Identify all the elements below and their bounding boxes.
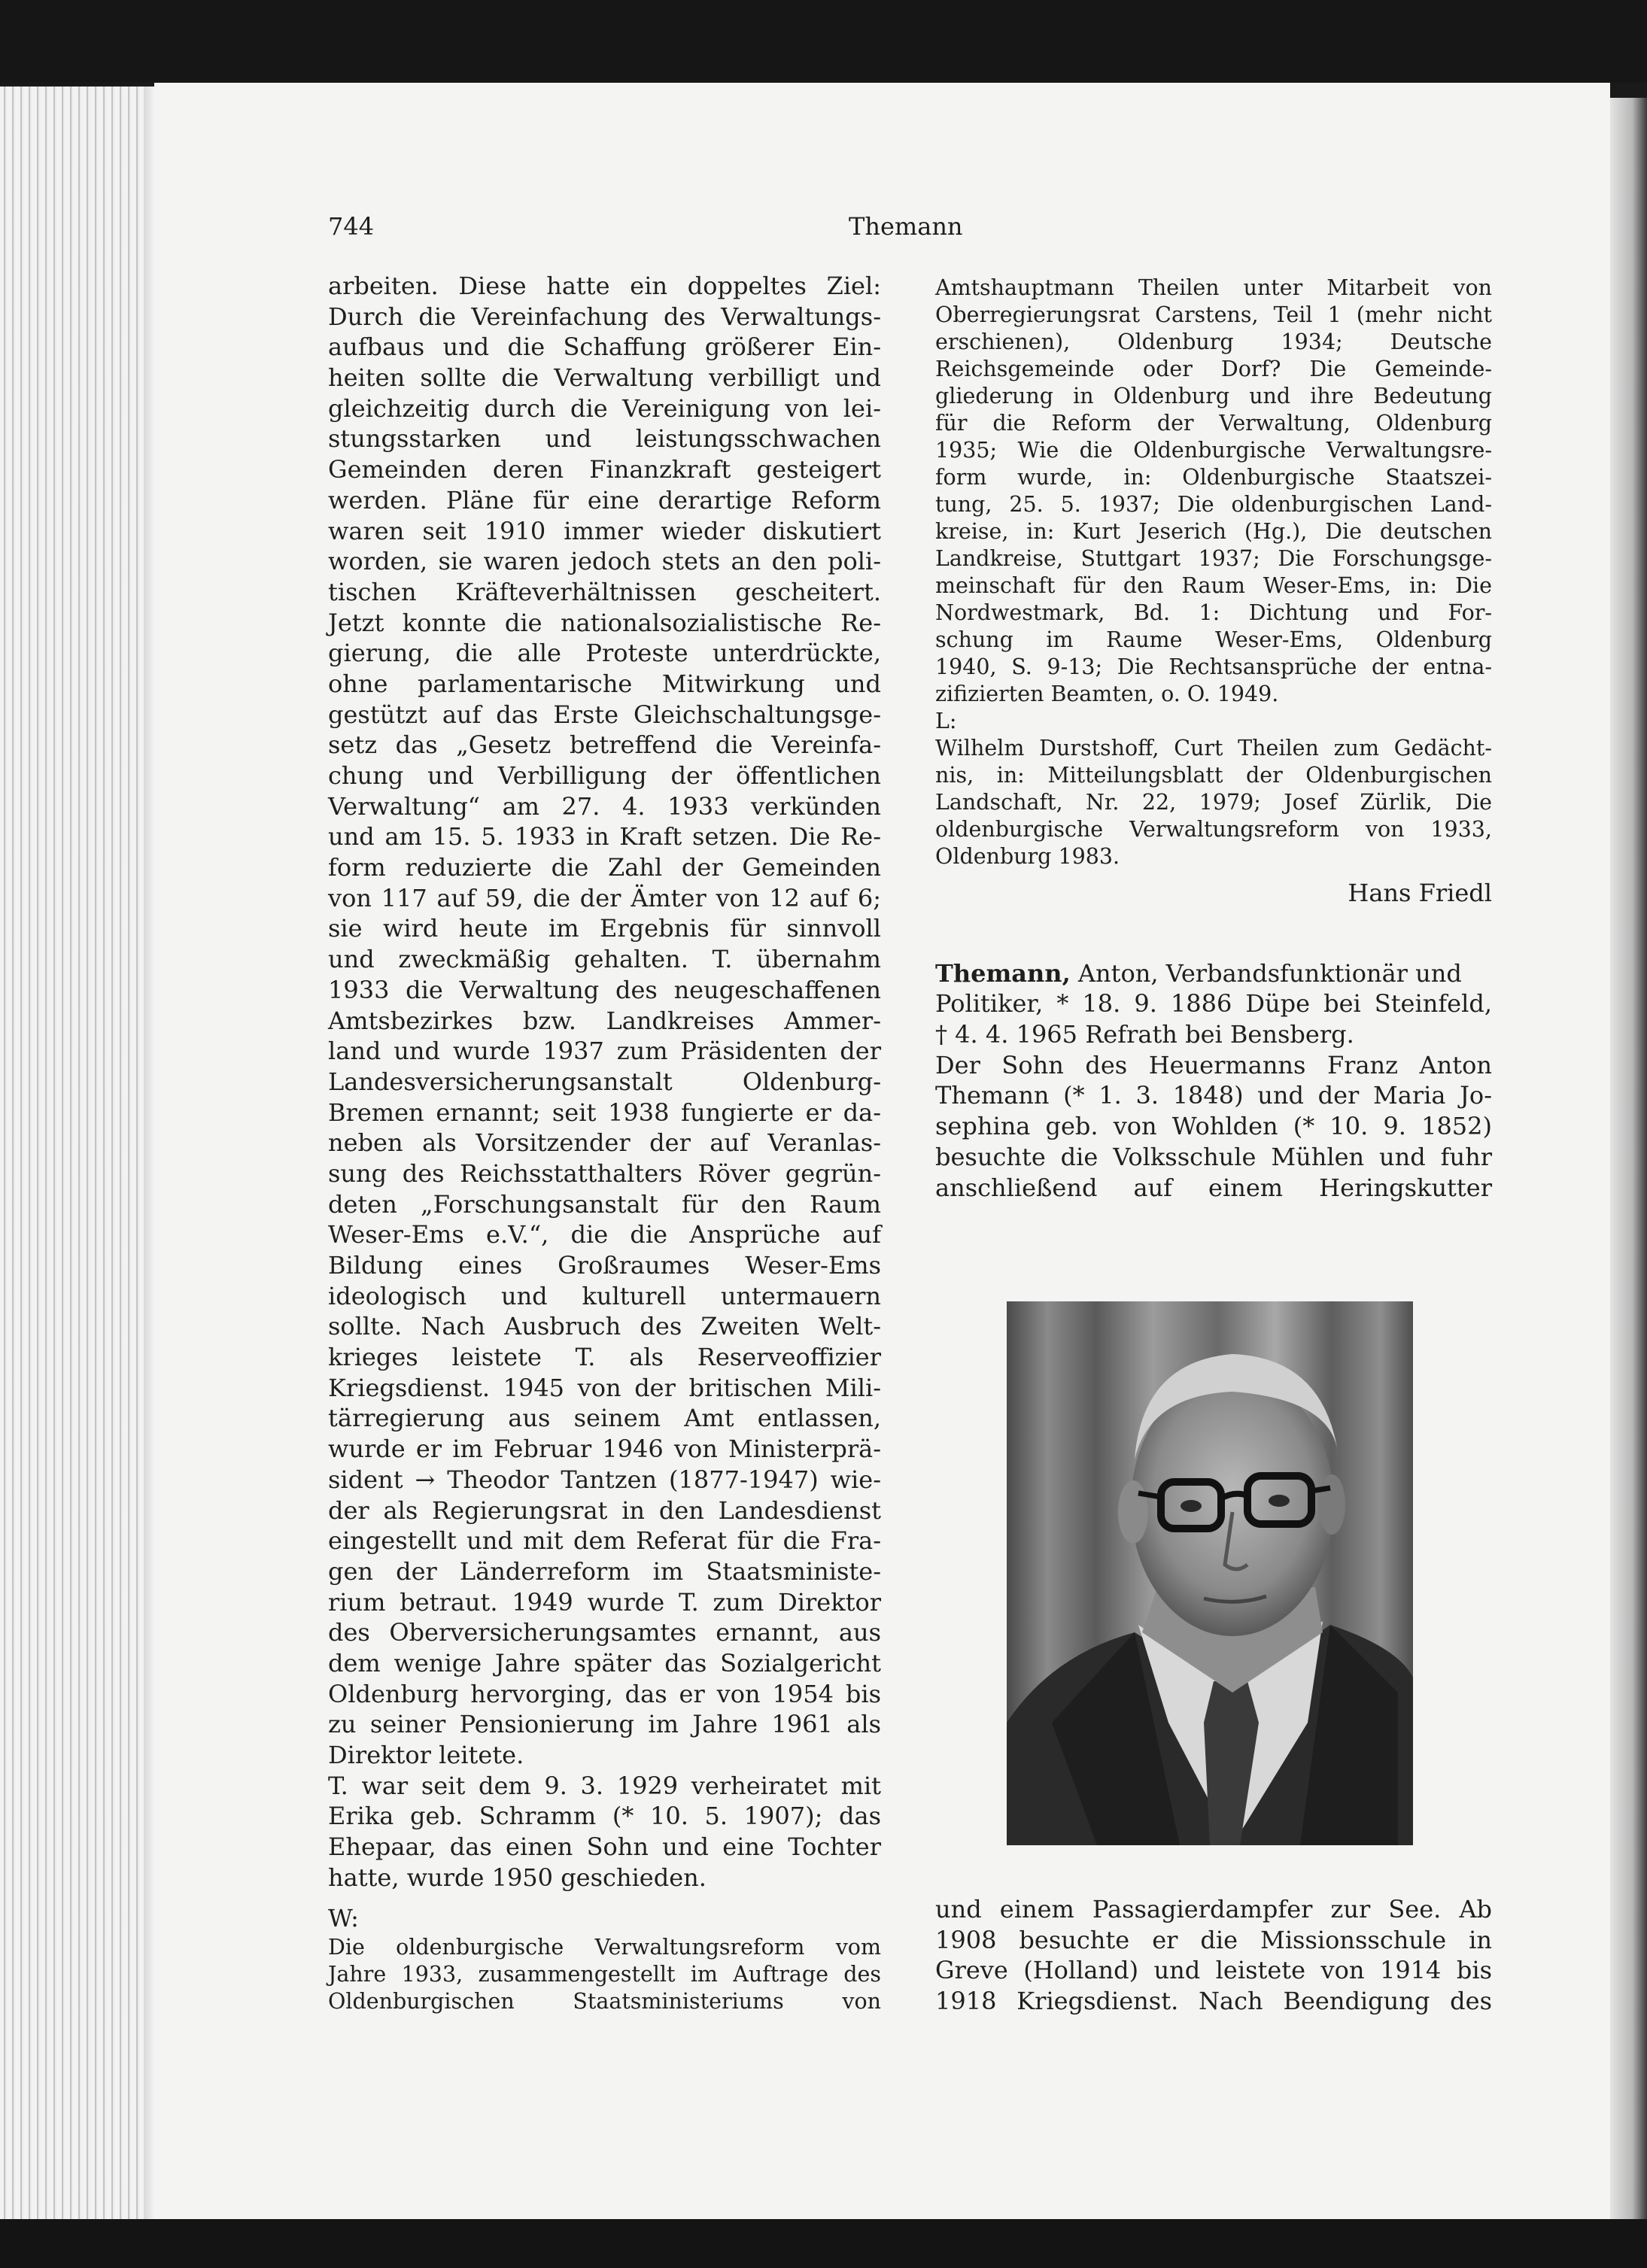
text-line: Politiker, * 18. 9. 1886 Düpe bei Steinfeld, [935, 989, 1492, 1019]
entry-first-line [935, 958, 1492, 989]
text-line: Direktor leitete. [328, 1741, 524, 1769]
text-line: chung und Verbilligung der öffentlichen [328, 761, 881, 790]
text-line: tärregierung aus seinem Amt entlassen, [328, 1404, 881, 1433]
entry-headword: Themann, [935, 958, 1071, 988]
themann-entry [935, 958, 1492, 1204]
text-line: Reichsgemeinde oder Dorf? Die Gemeinde- [935, 357, 1492, 381]
text-line: dem wenige Jahre später das Sozialgericht [328, 1648, 881, 1677]
text-line: Bildung eines Großraumes Weser-Ems [328, 1251, 881, 1280]
text-line: sung des Reichsstatthalters Röver gegrün- [328, 1158, 881, 1188]
left-body-text [328, 271, 881, 1893]
left-column [328, 271, 881, 2015]
text-line: oldenburgische Verwaltungsreform von 1933, [935, 817, 1492, 842]
text-line: Bremen ernannt; seit 1938 fungierte er da- [328, 1098, 881, 1127]
entry-first-line-text: Anton, Verbandsfunktionär und [1070, 958, 1462, 988]
text-line: tung, 25. 5. 1937; Die oldenburgischen Land- [935, 492, 1492, 517]
text-line: Jetzt konnte die nationalsozialistische Re- [328, 608, 881, 637]
text-line: Oldenburg 1983. [935, 844, 1120, 869]
text-line: gleichzeitig durch die Vereinigung von lei- [328, 393, 881, 423]
text-line: und am 15. 5. 1933 in Kraft setzen. Die Re- [328, 822, 881, 852]
text-line: erschienen), Oldenburg 1934; Deutsche [935, 329, 1492, 354]
text-line: Ehepaar, das einen Sohn und eine Tochter [328, 1832, 881, 1862]
article-author: Hans Friedl [1348, 879, 1492, 907]
portrait-illustration [1007, 1301, 1413, 1845]
text-line: Oberregierungsrat Carstens, Teil 1 (mehr nicht [935, 302, 1492, 327]
text-line: Greve (Holland) und leistete von 1914 bis [935, 1956, 1492, 1985]
text-line: Der Sohn des Heuermanns Franz Anton [935, 1050, 1492, 1079]
text-line: Erika geb. Schramm (* 10. 5. 1907); das [328, 1802, 881, 1831]
portrait-photo [1007, 1301, 1413, 1845]
literature-list [935, 735, 1492, 870]
text-line: stungsstarken und leistungsschwachen [328, 424, 881, 454]
running-head-title: Themann [849, 212, 963, 241]
text-line: gen der Länderreform im Staatsministe- [328, 1556, 881, 1586]
literature-label: L: [935, 709, 957, 733]
text-line: tischen Kräfteverhältnissen gescheitert. [328, 577, 881, 606]
text-line: hatte, wurde 1950 geschieden. [328, 1863, 707, 1892]
text-line: land und wurde 1937 zum Präsidenten der [328, 1037, 881, 1066]
text-line: form reduzierte die Zahl der Gemeinden [328, 853, 881, 882]
text-line: 1940, S. 9-13; Die Rechtsansprüche der entna- [935, 654, 1492, 679]
text-line: gliederung in Oldenburg und ihre Bedeutung [935, 384, 1492, 408]
scan-border-top [0, 0, 1647, 83]
works-label: W: [328, 1904, 359, 1933]
scan-border-bottom [0, 2219, 1647, 2268]
text-line: krieges leistete T. als Reserveoffizier [328, 1343, 881, 1372]
text-line: kreise, in: Kurt Jeserich (Hg.), Die deutschen [935, 519, 1492, 544]
text-line: Oldenburg hervorging, das er von 1954 bis [328, 1679, 881, 1708]
text-line: deten „Forschungsanstalt für den Raum [328, 1189, 881, 1219]
text-line: eingestellt und mit dem Referat für die Fra- [328, 1526, 881, 1556]
text-line: 1935; Wie die Oldenburgische Verwaltungsre- [935, 438, 1492, 463]
text-line: Durch die Vereinfachung des Verwaltungs- [328, 302, 881, 331]
themann-entry-continuation [935, 1894, 1492, 2017]
text-line: Landesversicherungsanstalt Oldenburg- [328, 1067, 881, 1096]
text-line: meinschaft für den Raum Weser-Ems, in: Die [935, 573, 1492, 598]
right-works-list [935, 275, 1492, 708]
text-line: von 117 auf 59, die der Ämter von 12 auf 6; [328, 883, 881, 912]
text-line: Wilhelm Durstshoff, Curt Theilen zum Gedächt- [935, 736, 1492, 761]
text-line: Weser-Ems e.V.“, die die Ansprüche auf [328, 1220, 881, 1249]
text-line: Verwaltung“ am 27. 4. 1933 verkünden [328, 791, 881, 821]
text-line: form wurde, in: Oldenburgische Staatszei- [935, 465, 1492, 490]
right-column [935, 275, 1492, 1203]
page-right-edge [1610, 98, 1647, 2219]
text-line: zifizierten Beamten, o. O. 1949. [935, 682, 1279, 706]
text-line: der als Regierungsrat in den Landesdienst [328, 1495, 881, 1525]
text-line: worden, sie waren jedoch stets an den poli- [328, 547, 881, 576]
text-line: besuchte die Volksschule Mühlen und fuhr [935, 1142, 1492, 1171]
text-line: gierung, die alle Proteste unterdrückte, [328, 639, 881, 668]
text-line: wurde er im Februar 1946 von Ministerprä- [328, 1435, 881, 1464]
text-line: und zweckmäßig gehalten. T. übernahm [328, 945, 881, 974]
text-line: des Oberversicherungsamtes ernannt, aus [328, 1618, 881, 1647]
text-line: Themann (* 1. 3. 1848) und der Maria Jo- [935, 1081, 1492, 1110]
text-line: 1918 Kriegsdienst. Nach Beendigung des [935, 1987, 1492, 2016]
book-page-edges [0, 87, 154, 2223]
text-line: Landkreise, Stuttgart 1937; Die Forschungsge- [935, 546, 1492, 571]
text-line: aufbaus und die Schaffung größerer Ein- [328, 332, 881, 362]
text-line: gestützt auf das Erste Gleichschaltungsge- [328, 700, 881, 729]
text-line: waren seit 1910 immer wieder diskutiert [328, 516, 881, 545]
text-line: Nordwestmark, Bd. 1: Dichtung und For- [935, 600, 1492, 625]
text-line: ideologisch und kulturell untermauern [328, 1281, 881, 1310]
text-line: 1933 die Verwaltung des neugeschaffenen [328, 975, 881, 1004]
text-line: rium betraut. 1949 wurde T. zum Direktor [328, 1587, 881, 1617]
text-line: Jahre 1933, zusammengestellt im Auftrage des [328, 1962, 881, 1987]
text-line: und einem Passagierdampfer zur See. Ab [935, 1895, 1492, 1923]
text-line: ohne parlamentarische Mitwirkung und [328, 669, 881, 698]
text-line: schung im Raume Weser-Ems, Oldenburg [935, 627, 1492, 652]
text-line: sollte. Nach Ausbruch des Zweiten Welt- [328, 1312, 881, 1341]
text-line: anschließend auf einem Heringskutter [935, 1173, 1492, 1202]
page-number: 744 [328, 212, 375, 241]
text-line: setz das „Gesetz betreffend die Vereinfa- [328, 730, 881, 760]
text-line: Kriegsdienst. 1945 von der britischen Mili- [328, 1373, 881, 1402]
text-line: Gemeinden deren Finanzkraft gesteigert [328, 455, 881, 484]
text-line: Die oldenburgische Verwaltungsreform vom [328, 1935, 881, 1960]
text-line: neben als Vorsitzender der auf Veranlas- [328, 1128, 881, 1158]
text-line: nis, in: Mitteilungsblatt der Oldenburgischen [935, 763, 1492, 788]
text-line: für die Reform der Verwaltung, Oldenburg [935, 411, 1492, 436]
text-line: Amtsbezirkes bzw. Landkreises Ammer- [328, 1006, 881, 1035]
text-line: arbeiten. Diese hatte ein doppeltes Ziel: [328, 272, 881, 300]
text-line: werden. Pläne für eine derartige Reform [328, 485, 881, 515]
text-line: sident → Theodor Tantzen (1877-1947) wie- [328, 1465, 881, 1494]
text-line: Landschaft, Nr. 22, 1979; Josef Zürlik, Die [935, 790, 1492, 815]
text-line: sie wird heute im Ergebnis für sinnvoll [328, 914, 881, 943]
text-line: heiten sollte die Verwaltung verbilligt und [328, 363, 881, 393]
left-works-list [328, 1934, 881, 2015]
text-line: Amtshauptmann Theilen unter Mitarbeit von [935, 275, 1492, 300]
text-line: sephina geb. von Wohlden (* 10. 9. 1852) [935, 1112, 1492, 1141]
text-line: T. war seit dem 9. 3. 1929 verheiratet mit [328, 1771, 881, 1800]
text-line: zu seiner Pensionierung im Jahre 1961 als [328, 1710, 881, 1739]
text-line: Oldenburgischen Staatsministeriums von [328, 1989, 881, 2014]
text-line: 1908 besuchte er die Missionsschule in [935, 1925, 1492, 1954]
text-line: † 4. 4. 1965 Refrath bei Bensberg. [935, 1020, 1354, 1049]
right-column-continuation [935, 1894, 1492, 2017]
